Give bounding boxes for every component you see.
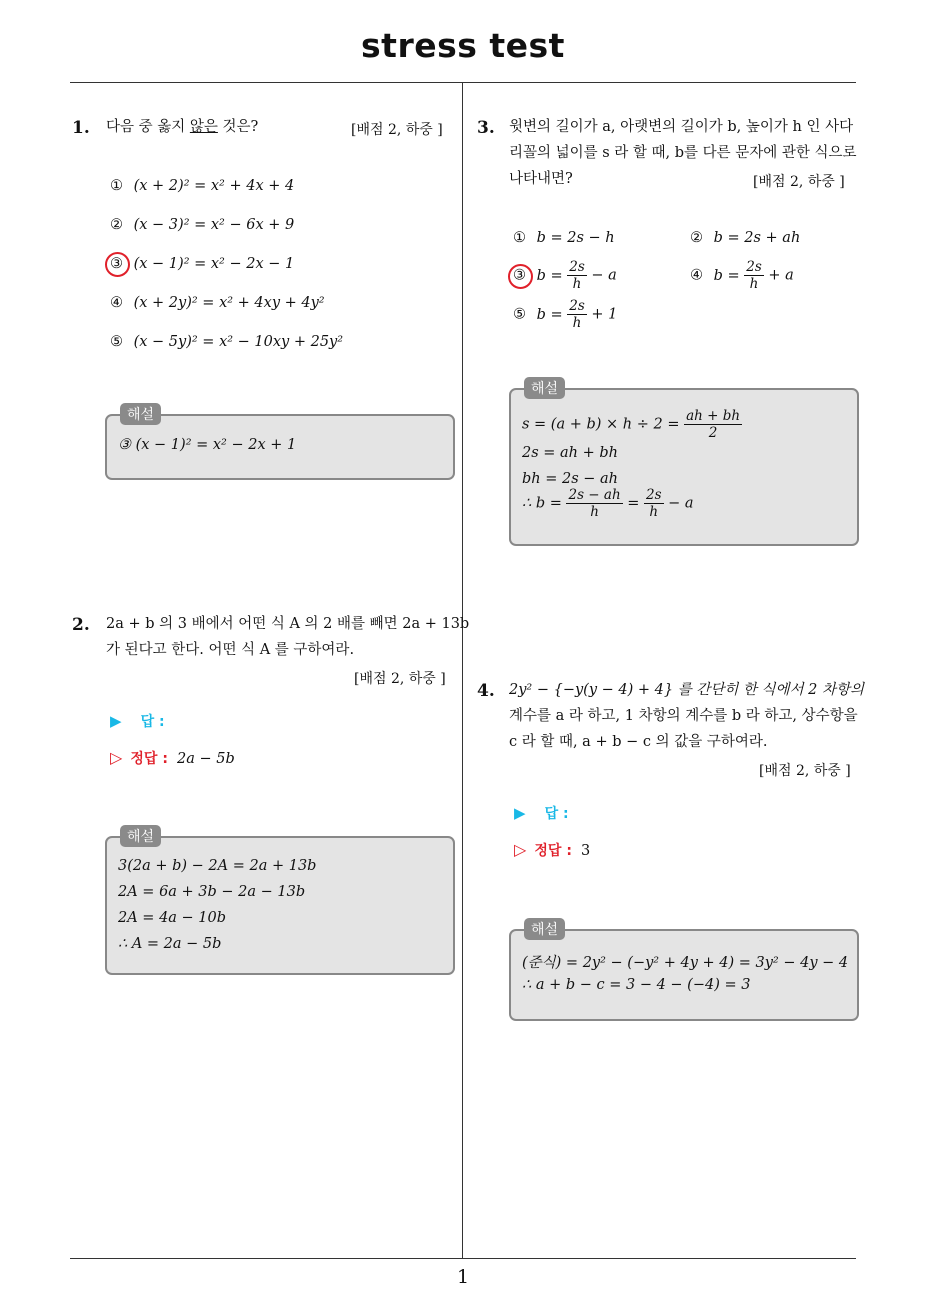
choice-mark: ③	[513, 267, 526, 284]
q4-answer-row[interactable]	[514, 803, 569, 823]
choice-fraction: $\frac{2s}{h}$	[569, 298, 585, 331]
choice-expr: (x − 1)² = x² − 2x − 1	[133, 256, 295, 272]
choice-fraction: $\frac{2s}{h}$	[746, 259, 762, 292]
q4-number: 4.	[477, 681, 495, 701]
q3-explain-line-4: ∴ b = $\frac{2s - ah}{h}$ = $\frac{2s}{h}$ − a	[522, 487, 694, 520]
q4-correct-value: 3	[581, 843, 591, 859]
q4-line-2: 계수를 a 라 하고, 1 차항의 계수를 b 라 하고, 상수항을	[509, 708, 858, 724]
q3-explain-line-1: s = (a + b) × h ÷ 2 = $\frac{ah + bh}{2}$	[522, 408, 741, 441]
q3-number: 3.	[477, 118, 495, 138]
q3-meta: [배점 2, 하중 ]	[753, 174, 845, 190]
choice-mark: ②	[690, 230, 703, 246]
q1-text-underlined: 않은	[189, 119, 218, 135]
q1-text-a: 다음 중 옳지	[106, 119, 190, 135]
q2-number: 2.	[72, 615, 90, 635]
q2-answer-row[interactable]	[110, 711, 165, 731]
q4-correct-row	[514, 840, 590, 860]
choice-expr-post: + a	[763, 267, 794, 284]
q2-meta: [배점 2, 하중 ]	[354, 671, 446, 687]
q2-explain-line-3: 2A = 4a − 10b	[118, 910, 227, 926]
q4-explain-line-2: ∴ a + b − c = 3 − 4 − (−4) = 3	[522, 977, 751, 993]
q2-explain-box	[105, 836, 455, 975]
q4-explain-box	[509, 929, 859, 1021]
q2-explain-line-1: 3(2a + b) − 2A = 2a + 13b	[118, 858, 317, 874]
choice-expr-pre: b =	[536, 306, 568, 323]
q3-line-1: 윗변의 길이가 a, 아랫변의 길이가 b, 높이가 h 인 사다	[509, 119, 854, 135]
answer-label: 답 :	[140, 714, 165, 730]
choice-mark: ⑤	[513, 306, 526, 323]
q3-choice-1[interactable]	[513, 230, 615, 246]
q3-explain-line-2: 2s = ah + bh	[522, 445, 619, 461]
choice-fraction: $\frac{2s}{h}$	[569, 259, 585, 292]
footer-rule	[70, 1258, 856, 1259]
answer-label: 답 :	[544, 806, 569, 822]
explain-fraction: $\frac{2s - ah}{h}$	[568, 487, 621, 520]
choice-mark: ②	[110, 217, 123, 233]
header-rule	[70, 82, 856, 83]
correct-label: 정답 :	[130, 751, 168, 767]
column-divider	[462, 83, 463, 1258]
choice-mark: ④	[110, 295, 123, 311]
choice-mark: ①	[110, 178, 123, 194]
q3-line-2: 리꼴의 넓이를 s 라 할 때, b를 다른 문자에 관한 식으로	[509, 145, 857, 161]
choice-expr-pre: b =	[713, 267, 745, 284]
choice-expr: b = 2s − h	[536, 230, 615, 246]
q2-explain-line-2: 2A = 6a + 3b − 2a − 13b	[118, 884, 306, 900]
choice-mark: ⑤	[110, 334, 123, 350]
q3-explain-line-3: bh = 2s − ah	[522, 471, 619, 487]
q4-meta: [배점 2, 하중 ]	[759, 763, 851, 779]
choice-mark: ④	[690, 267, 703, 284]
choice-expr-post: + 1	[586, 306, 618, 323]
q1-meta: [배점 2, 하중 ]	[351, 122, 443, 138]
answer-arrow-icon: ▶	[514, 804, 526, 822]
choice-expr: (x + 2)² = x² + 4x + 4	[133, 178, 295, 194]
q1-number: 1.	[72, 118, 90, 138]
q3-line-3: 나타내면?	[509, 171, 573, 187]
q2-correct-row	[110, 748, 235, 768]
q1-choice-2[interactable]	[110, 217, 294, 233]
q2-line-1: 2a + b 의 3 배에서 어떤 식 A 의 2 배를 빼면 2a + 13b	[106, 616, 470, 632]
page-number: 1	[456, 1266, 470, 1288]
q2-explain-tag: 해설	[120, 825, 161, 847]
q4-line-3: c 라 할 때, a + b − c 의 값을 구하여라.	[509, 734, 768, 750]
choice-mark: ①	[513, 230, 526, 246]
q1-explain-tag: 해설	[120, 403, 161, 425]
page-title: stress test	[361, 26, 565, 65]
q4-explain-line-1: (준식) = 2y² − (−y² + 4y + 4) = 3y² − 4y − 4	[522, 955, 849, 971]
q3-choice-2[interactable]	[690, 230, 800, 246]
q4-line-1: 2y² − {−y(y − 4) + 4} 를 간단히 한 식에서 2 차항의	[509, 682, 865, 698]
correct-label: 정답 :	[534, 843, 572, 859]
q1-choice-5[interactable]	[110, 334, 343, 350]
q3-explain-tag: 해설	[524, 377, 565, 399]
choice-expr: (x + 2y)² = x² + 4xy + 4y²	[133, 295, 325, 311]
q2-correct-value: 2a − 5b	[177, 751, 235, 767]
q1-text-b: 것은?	[217, 119, 259, 135]
q3-choice-4[interactable]	[690, 259, 794, 292]
choice-expr: (x − 5y)² = x² − 10xy + 25y²	[133, 334, 344, 350]
answer-arrow-icon: ▶	[110, 712, 122, 730]
q3-choice-3[interactable]	[513, 259, 617, 292]
q4-explain-tag: 해설	[524, 918, 565, 940]
q2-explain-line-4: ∴ A = 2a − 5b	[118, 936, 222, 952]
q1-question	[106, 114, 258, 140]
choice-expr: (x − 3)² = x² − 6x + 9	[133, 217, 295, 233]
explain-fraction: $\frac{ah + bh}{2}$	[686, 408, 741, 441]
q1-choice-4[interactable]	[110, 295, 325, 311]
choice-expr: b = 2s + ah	[713, 230, 801, 246]
q1-explain-text: ③ (x − 1)² = x² − 2x + 1	[118, 437, 297, 453]
q1-choice-3[interactable]	[110, 256, 294, 272]
correct-arrow-icon: ▷	[110, 748, 123, 767]
q2-line-2: 가 된다고 한다. 어떤 식 A 를 구하여라.	[106, 642, 355, 658]
q3-choice-5[interactable]	[513, 298, 617, 331]
choice-expr-post: − a	[586, 267, 617, 284]
choice-expr-pre: b =	[536, 267, 568, 284]
q1-choice-1[interactable]	[110, 178, 294, 194]
correct-arrow-icon: ▷	[514, 840, 527, 859]
choice-mark: ③	[110, 256, 123, 272]
explain-fraction: $\frac{2s}{h}$	[646, 487, 662, 520]
